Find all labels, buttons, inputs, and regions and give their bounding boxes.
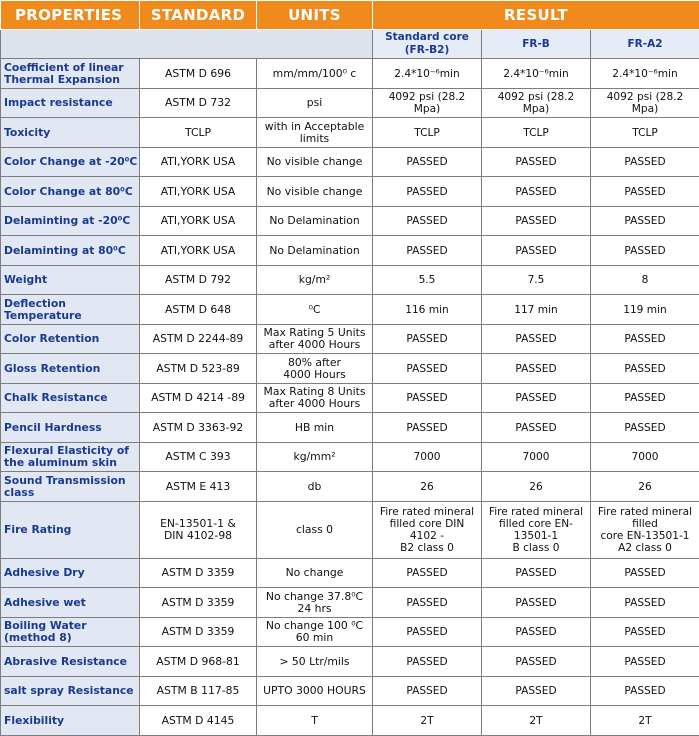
- result-fr-a2-cell: TCLP: [591, 118, 699, 148]
- table-row: [1, 413, 699, 443]
- standard-cell: ATI,YORK USA: [140, 148, 257, 177]
- subheader-blank: [1, 30, 373, 59]
- result-fr-a2-cell: PASSED: [591, 177, 699, 207]
- result-fr-b-cell: PASSED: [482, 354, 591, 384]
- units-cell: kg/mm²: [257, 443, 373, 472]
- header-standard: STANDARD: [140, 1, 257, 30]
- result-standard-core-cell: PASSED: [373, 325, 482, 354]
- table-row: [1, 236, 699, 266]
- result-fr-b-cell: PASSED: [482, 618, 591, 647]
- result-standard-core-cell: PASSED: [373, 559, 482, 588]
- result-standard-core-cell: 7000: [373, 443, 482, 472]
- property-cell: Impact resistance: [1, 89, 140, 118]
- standard-cell: ASTM B 117-85: [140, 677, 257, 706]
- standard-cell: ASTM D 3359: [140, 618, 257, 647]
- result-standard-core-cell: PASSED: [373, 384, 482, 413]
- result-fr-a2-cell: 7000: [591, 443, 699, 472]
- result-fr-b-cell: TCLP: [482, 118, 591, 148]
- standard-cell: ASTM D 3359: [140, 588, 257, 618]
- table-row: [1, 502, 699, 559]
- standard-cell: ATI,YORK USA: [140, 177, 257, 207]
- units-cell: No change 37.8⁰C 24 hrs: [257, 588, 373, 618]
- standard-cell: ASTM D 3359: [140, 559, 257, 588]
- property-cell: Flexibility: [1, 706, 140, 736]
- standard-cell: ASTM D 648: [140, 295, 257, 325]
- standard-cell: ASTM D 732: [140, 89, 257, 118]
- property-cell: Pencil Hardness: [1, 413, 140, 443]
- property-cell: Toxicity: [1, 118, 140, 148]
- result-fr-a2-cell: PASSED: [591, 236, 699, 266]
- header-row: [1, 1, 699, 30]
- result-fr-a2-cell: 2T: [591, 706, 699, 736]
- result-fr-b-cell: PASSED: [482, 588, 591, 618]
- units-cell: ⁰C: [257, 295, 373, 325]
- result-fr-a2-cell: PASSED: [591, 207, 699, 236]
- result-fr-b-cell: 7.5: [482, 266, 591, 295]
- property-cell: Adhesive wet: [1, 588, 140, 618]
- result-fr-b-cell: 2T: [482, 706, 591, 736]
- units-cell: psi: [257, 89, 373, 118]
- table-row: [1, 618, 699, 647]
- subheader-standard-core: Standard core (FR-B2): [373, 30, 482, 59]
- result-fr-b-cell: PASSED: [482, 207, 591, 236]
- result-fr-b-cell: 2.4*10⁻⁶min: [482, 59, 591, 89]
- result-standard-core-cell: PASSED: [373, 177, 482, 207]
- units-cell: No visible change: [257, 148, 373, 177]
- units-cell: Max Rating 5 Units after 4000 Hours: [257, 325, 373, 354]
- property-cell: Flexural Elasticity of the aluminum skin: [1, 443, 140, 472]
- result-fr-b-cell: 117 min: [482, 295, 591, 325]
- property-cell: Delaminting at -20⁰C: [1, 207, 140, 236]
- table-row: [1, 472, 699, 502]
- property-cell: Color Change at -20⁰C: [1, 148, 140, 177]
- table-row: [1, 118, 699, 148]
- result-fr-a2-cell: PASSED: [591, 588, 699, 618]
- result-fr-a2-cell: 4092 psi (28.2 Mpa): [591, 89, 699, 118]
- result-fr-a2-cell: PASSED: [591, 325, 699, 354]
- table-row: [1, 559, 699, 588]
- result-standard-core-cell: 26: [373, 472, 482, 502]
- table-row: [1, 148, 699, 177]
- table-body: [1, 59, 699, 736]
- table-row: [1, 89, 699, 118]
- table-row: [1, 647, 699, 677]
- units-cell: T: [257, 706, 373, 736]
- result-fr-b-cell: PASSED: [482, 677, 591, 706]
- units-cell: No change 100 ⁰C 60 min: [257, 618, 373, 647]
- standard-cell: ASTM E 413: [140, 472, 257, 502]
- result-standard-core-cell: PASSED: [373, 618, 482, 647]
- result-fr-b-cell: PASSED: [482, 647, 591, 677]
- result-fr-b-cell: PASSED: [482, 236, 591, 266]
- property-cell: Color Change at 80⁰C: [1, 177, 140, 207]
- result-fr-b-cell: 4092 psi (28.2 Mpa): [482, 89, 591, 118]
- standard-cell: TCLP: [140, 118, 257, 148]
- result-fr-b-cell: PASSED: [482, 148, 591, 177]
- result-standard-core-cell: Fire rated mineral filled core DIN 4102 - B2 class 0: [373, 502, 482, 559]
- units-cell: with in Acceptable limits: [257, 118, 373, 148]
- table-row: [1, 177, 699, 207]
- result-fr-a2-cell: PASSED: [591, 413, 699, 443]
- result-fr-b-cell: PASSED: [482, 559, 591, 588]
- units-cell: No change: [257, 559, 373, 588]
- property-cell: salt spray Resistance: [1, 677, 140, 706]
- result-fr-a2-cell: PASSED: [591, 677, 699, 706]
- standard-cell: ASTM D 792: [140, 266, 257, 295]
- table-row: [1, 588, 699, 618]
- units-cell: UPTO 3000 HOURS: [257, 677, 373, 706]
- result-standard-core-cell: TCLP: [373, 118, 482, 148]
- table-row: [1, 384, 699, 413]
- units-cell: No Delamination: [257, 236, 373, 266]
- property-cell: Adhesive Dry: [1, 559, 140, 588]
- units-cell: class 0: [257, 502, 373, 559]
- result-standard-core-cell: 2T: [373, 706, 482, 736]
- table-row: [1, 706, 699, 736]
- result-fr-b-cell: 26: [482, 472, 591, 502]
- units-cell: db: [257, 472, 373, 502]
- units-cell: mm/mm/100⁰ c: [257, 59, 373, 89]
- units-cell: kg/m²: [257, 266, 373, 295]
- result-standard-core-cell: PASSED: [373, 677, 482, 706]
- units-cell: 80% after 4000 Hours: [257, 354, 373, 384]
- units-cell: > 50 Ltr/mils: [257, 647, 373, 677]
- standard-cell: EN-13501-1 & DIN 4102-98: [140, 502, 257, 559]
- result-standard-core-cell: 4092 psi (28.2 Mpa): [373, 89, 482, 118]
- standard-cell: ASTM D 4145: [140, 706, 257, 736]
- result-fr-a2-cell: 119 min: [591, 295, 699, 325]
- result-fr-b-cell: 7000: [482, 443, 591, 472]
- result-fr-a2-cell: PASSED: [591, 559, 699, 588]
- property-cell: Boiling Water (method 8): [1, 618, 140, 647]
- result-standard-core-cell: PASSED: [373, 148, 482, 177]
- result-fr-b-cell: PASSED: [482, 177, 591, 207]
- result-standard-core-cell: 116 min: [373, 295, 482, 325]
- result-fr-a2-cell: PASSED: [591, 148, 699, 177]
- result-fr-a2-cell: 8: [591, 266, 699, 295]
- standard-cell: ATI,YORK USA: [140, 236, 257, 266]
- property-cell: Coefficient of linear Thermal Expansion: [1, 59, 140, 89]
- standard-cell: ASTM D 3363-92: [140, 413, 257, 443]
- table-row: [1, 207, 699, 236]
- units-cell: Max Rating 8 Units after 4000 Hours: [257, 384, 373, 413]
- standard-cell: ASTM D 2244-89: [140, 325, 257, 354]
- result-fr-a2-cell: PASSED: [591, 354, 699, 384]
- property-cell: Fire Rating: [1, 502, 140, 559]
- result-fr-a2-cell: PASSED: [591, 647, 699, 677]
- table-row: [1, 677, 699, 706]
- table-row: [1, 266, 699, 295]
- result-standard-core-cell: 2.4*10⁻⁶min: [373, 59, 482, 89]
- property-cell: Chalk Resistance: [1, 384, 140, 413]
- standard-cell: ASTM D 4214 -89: [140, 384, 257, 413]
- result-standard-core-cell: PASSED: [373, 413, 482, 443]
- standard-cell: ASTM D 696: [140, 59, 257, 89]
- property-cell: Delaminting at 80⁰C: [1, 236, 140, 266]
- result-fr-a2-cell: 26: [591, 472, 699, 502]
- standard-cell: ASTM D 968-81: [140, 647, 257, 677]
- result-fr-b-cell: PASSED: [482, 325, 591, 354]
- table-row: [1, 354, 699, 384]
- subheader-row: [1, 30, 699, 59]
- result-standard-core-cell: PASSED: [373, 236, 482, 266]
- table-row: [1, 59, 699, 89]
- result-standard-core-cell: PASSED: [373, 354, 482, 384]
- result-standard-core-cell: PASSED: [373, 647, 482, 677]
- header-units: UNITS: [257, 1, 373, 30]
- subheader-fr-b: FR-B: [482, 30, 591, 59]
- table-row: [1, 325, 699, 354]
- result-standard-core-cell: 5.5: [373, 266, 482, 295]
- standard-cell: ASTM C 393: [140, 443, 257, 472]
- units-cell: No visible change: [257, 177, 373, 207]
- header-properties: PROPERTIES: [1, 1, 140, 30]
- table-row: [1, 443, 699, 472]
- property-cell: Abrasive Resistance: [1, 647, 140, 677]
- result-fr-a2-cell: 2.4*10⁻⁶min: [591, 59, 699, 89]
- property-cell: Sound Transmission class: [1, 472, 140, 502]
- result-fr-a2-cell: PASSED: [591, 618, 699, 647]
- units-cell: No Delamination: [257, 207, 373, 236]
- result-fr-b-cell: Fire rated mineral filled core EN- 13501-1 B class 0: [482, 502, 591, 559]
- result-fr-b-cell: PASSED: [482, 413, 591, 443]
- result-standard-core-cell: PASSED: [373, 207, 482, 236]
- subheader-fr-a2: FR-A2: [591, 30, 699, 59]
- standard-cell: ATI,YORK USA: [140, 207, 257, 236]
- header-result: RESULT: [373, 1, 699, 30]
- result-fr-a2-cell: PASSED: [591, 384, 699, 413]
- property-cell: Weight: [1, 266, 140, 295]
- standard-cell: ASTM D 523-89: [140, 354, 257, 384]
- property-cell: Color Retention: [1, 325, 140, 354]
- property-cell: Gloss Retention: [1, 354, 140, 384]
- result-fr-a2-cell: Fire rated mineral filled core EN-13501-1 A2 class 0: [591, 502, 699, 559]
- units-cell: HB min: [257, 413, 373, 443]
- result-fr-b-cell: PASSED: [482, 384, 591, 413]
- table-row: [1, 295, 699, 325]
- result-standard-core-cell: PASSED: [373, 588, 482, 618]
- property-cell: Deflection Temperature: [1, 295, 140, 325]
